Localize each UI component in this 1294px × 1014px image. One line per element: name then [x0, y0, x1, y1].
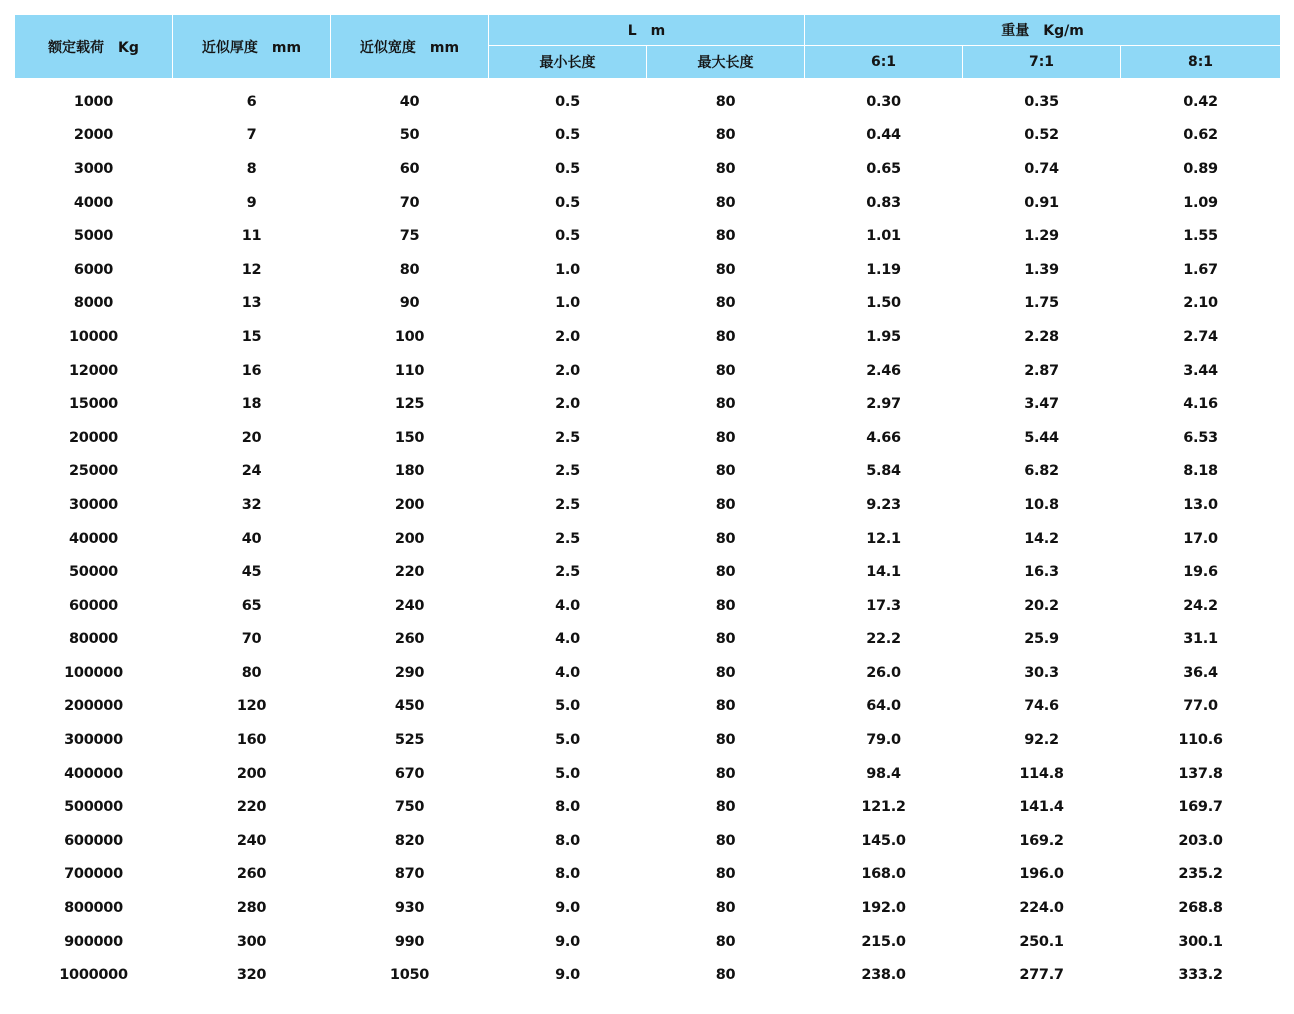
table-row [15, 858, 1281, 892]
table-row [15, 354, 1281, 388]
cell-weight-7-1: 10.8 [1024, 496, 1059, 513]
cell-max-length: 80 [715, 295, 736, 312]
cell-rated-load: 600000 [64, 832, 123, 849]
cell-thickness: 220 [236, 799, 267, 816]
cell-thickness: 6 [246, 93, 257, 110]
cell-weight-8-1: 19.6 [1183, 564, 1218, 581]
table-row [15, 387, 1281, 421]
cell-weight-7-1: 1.29 [1024, 228, 1059, 245]
header-row-top [15, 15, 1281, 46]
cell-width: 260 [394, 631, 425, 648]
cell-weight-7-1: 277.7 [1019, 967, 1064, 984]
table-row [15, 623, 1281, 657]
table-row [15, 824, 1281, 858]
cell-rated-load: 15000 [69, 396, 118, 413]
cell-thickness: 16 [241, 362, 262, 379]
cell-width: 150 [394, 429, 425, 446]
cell-weight-8-1: 6.53 [1183, 429, 1218, 446]
header-rated-load: 额定载荷 Kg [15, 15, 173, 79]
cell-weight-7-1: 114.8 [1019, 765, 1064, 782]
cell-rated-load: 200000 [64, 698, 123, 715]
cell-weight-8-1: 203.0 [1178, 832, 1223, 849]
cell-rated-load: 8000 [73, 295, 114, 312]
cell-rated-load: 12000 [69, 362, 118, 379]
table-row [15, 287, 1281, 321]
cell-width: 180 [394, 463, 425, 480]
cell-weight-6-1: 17.3 [866, 597, 901, 614]
cell-max-length: 80 [715, 463, 736, 480]
cell-rated-load: 30000 [69, 496, 118, 513]
cell-min-length: 1.0 [555, 261, 580, 278]
cell-weight-8-1: 268.8 [1178, 900, 1223, 917]
cell-thickness: 13 [241, 295, 262, 312]
table-body [15, 79, 1281, 993]
cell-weight-7-1: 1.75 [1024, 295, 1059, 312]
cell-weight-7-1: 30.3 [1024, 664, 1059, 681]
cell-weight-8-1: 36.4 [1183, 664, 1218, 681]
cell-weight-8-1: 169.7 [1178, 799, 1223, 816]
cell-rated-load: 1000 [73, 93, 114, 110]
cell-width: 70 [399, 194, 420, 211]
cell-width: 125 [394, 396, 425, 413]
cell-weight-7-1: 1.39 [1024, 261, 1059, 278]
cell-weight-8-1: 77.0 [1183, 698, 1218, 715]
cell-weight-8-1: 3.44 [1183, 362, 1218, 379]
cell-width: 240 [394, 597, 425, 614]
cell-max-length: 80 [715, 900, 736, 917]
cell-max-length: 80 [715, 328, 736, 345]
table-row [15, 690, 1281, 724]
cell-max-length: 80 [715, 832, 736, 849]
cell-thickness: 20 [241, 429, 262, 446]
cell-weight-6-1: 1.01 [866, 228, 901, 245]
cell-weight-7-1: 6.82 [1024, 463, 1059, 480]
table-row [15, 79, 1281, 119]
cell-min-length: 2.5 [555, 463, 580, 480]
cell-weight-8-1: 333.2 [1178, 967, 1223, 984]
cell-max-length: 80 [715, 362, 736, 379]
cell-max-length: 80 [715, 967, 736, 984]
cell-weight-6-1: 1.50 [866, 295, 901, 312]
cell-weight-6-1: 0.65 [866, 160, 901, 177]
cell-weight-7-1: 20.2 [1024, 597, 1059, 614]
cell-weight-8-1: 8.18 [1183, 463, 1218, 480]
cell-min-length: 9.0 [555, 900, 580, 917]
cell-rated-load: 80000 [69, 631, 118, 648]
table-row [15, 219, 1281, 253]
cell-weight-7-1: 196.0 [1019, 866, 1064, 883]
cell-min-length: 5.0 [555, 765, 580, 782]
cell-rated-load: 6000 [73, 261, 114, 278]
cell-weight-7-1: 14.2 [1024, 530, 1059, 547]
cell-weight-8-1: 13.0 [1183, 496, 1218, 513]
cell-rated-load: 800000 [64, 900, 123, 917]
cell-width: 750 [394, 799, 425, 816]
cell-rated-load: 40000 [69, 530, 118, 547]
cell-weight-6-1: 14.1 [866, 564, 901, 581]
cell-thickness: 300 [236, 933, 267, 950]
cell-thickness: 15 [241, 328, 262, 345]
cell-max-length: 80 [715, 496, 736, 513]
cell-weight-6-1: 238.0 [861, 967, 906, 984]
cell-weight-8-1: 0.62 [1183, 127, 1218, 144]
cell-weight-8-1: 24.2 [1183, 597, 1218, 614]
cell-thickness: 24 [241, 463, 262, 480]
cell-weight-8-1: 4.16 [1183, 396, 1218, 413]
cell-width: 200 [394, 530, 425, 547]
cell-weight-6-1: 2.97 [866, 396, 901, 413]
cell-min-length: 1.0 [555, 295, 580, 312]
cell-weight-6-1: 1.19 [866, 261, 901, 278]
cell-width: 50 [399, 127, 420, 144]
cell-weight-6-1: 145.0 [861, 832, 906, 849]
cell-max-length: 80 [715, 530, 736, 547]
cell-max-length: 80 [715, 228, 736, 245]
cell-weight-8-1: 2.10 [1183, 295, 1218, 312]
cell-max-length: 80 [715, 698, 736, 715]
cell-weight-7-1: 0.91 [1024, 194, 1059, 211]
cell-weight-7-1: 74.6 [1024, 698, 1059, 715]
cell-weight-7-1: 0.74 [1024, 160, 1059, 177]
cell-weight-7-1: 0.35 [1024, 93, 1059, 110]
table-row [15, 555, 1281, 589]
cell-thickness: 160 [236, 732, 267, 749]
cell-rated-load: 300000 [64, 732, 123, 749]
cell-rated-load: 3000 [73, 160, 114, 177]
cell-thickness: 65 [241, 597, 262, 614]
cell-width: 40 [399, 93, 420, 110]
table-row [15, 421, 1281, 455]
cell-weight-8-1: 1.09 [1183, 194, 1218, 211]
cell-weight-7-1: 92.2 [1024, 732, 1059, 749]
cell-width: 200 [394, 496, 425, 513]
cell-weight-6-1: 121.2 [861, 799, 906, 816]
cell-min-length: 0.5 [555, 160, 580, 177]
cell-thickness: 40 [241, 530, 262, 547]
cell-thickness: 11 [241, 228, 262, 245]
cell-max-length: 80 [715, 866, 736, 883]
header-max-length: 最大长度 [647, 46, 805, 79]
cell-rated-load: 10000 [69, 328, 118, 345]
cell-min-length: 2.0 [555, 362, 580, 379]
cell-weight-8-1: 235.2 [1178, 866, 1223, 883]
cell-weight-6-1: 12.1 [866, 530, 901, 547]
table-row [15, 152, 1281, 186]
cell-weight-6-1: 22.2 [866, 631, 901, 648]
table-row [15, 522, 1281, 556]
cell-thickness: 260 [236, 866, 267, 883]
table-row [15, 320, 1281, 354]
cell-min-length: 4.0 [555, 597, 580, 614]
table-row [15, 455, 1281, 489]
cell-weight-7-1: 0.52 [1024, 127, 1059, 144]
cell-weight-8-1: 137.8 [1178, 765, 1223, 782]
cell-min-length: 2.0 [555, 328, 580, 345]
cell-min-length: 4.0 [555, 664, 580, 681]
header-length-group: L m [489, 15, 805, 46]
cell-rated-load: 400000 [64, 765, 123, 782]
header-thickness: 近似厚度 mm [173, 15, 331, 79]
cell-rated-load: 25000 [69, 463, 118, 480]
header-min-length: 最小长度 [489, 46, 647, 79]
cell-weight-6-1: 79.0 [866, 732, 901, 749]
cell-rated-load: 1000000 [59, 967, 128, 984]
cell-thickness: 8 [246, 160, 257, 177]
cell-width: 90 [399, 295, 420, 312]
table-row [15, 958, 1281, 992]
table-row [15, 488, 1281, 522]
cell-max-length: 80 [715, 799, 736, 816]
cell-rated-load: 5000 [73, 228, 114, 245]
cell-weight-7-1: 2.87 [1024, 362, 1059, 379]
table-row [15, 119, 1281, 153]
cell-weight-7-1: 5.44 [1024, 429, 1059, 446]
cell-width: 220 [394, 564, 425, 581]
header-width: 近似宽度 mm [331, 15, 489, 79]
cell-thickness: 280 [236, 900, 267, 917]
table-row [15, 925, 1281, 959]
cell-width: 80 [399, 261, 420, 278]
cell-weight-6-1: 4.66 [866, 429, 901, 446]
cell-max-length: 80 [715, 160, 736, 177]
cell-weight-6-1: 2.46 [866, 362, 901, 379]
cell-weight-7-1: 250.1 [1019, 933, 1064, 950]
cell-width: 110 [394, 362, 425, 379]
cell-thickness: 70 [241, 631, 262, 648]
cell-max-length: 80 [715, 631, 736, 648]
cell-thickness: 9 [246, 194, 257, 211]
cell-rated-load: 4000 [73, 194, 114, 211]
cell-weight-6-1: 0.83 [866, 194, 901, 211]
cell-min-length: 2.0 [555, 396, 580, 413]
cell-rated-load: 100000 [64, 664, 123, 681]
cell-min-length: 0.5 [555, 194, 580, 211]
cell-min-length: 5.0 [555, 732, 580, 749]
cell-weight-6-1: 9.23 [866, 496, 901, 513]
cell-rated-load: 60000 [69, 597, 118, 614]
cell-weight-6-1: 26.0 [866, 664, 901, 681]
cell-weight-7-1: 3.47 [1024, 396, 1059, 413]
cell-weight-8-1: 17.0 [1183, 530, 1218, 547]
cell-width: 930 [394, 900, 425, 917]
cell-min-length: 5.0 [555, 698, 580, 715]
cell-max-length: 80 [715, 765, 736, 782]
cell-min-length: 4.0 [555, 631, 580, 648]
cell-max-length: 80 [715, 127, 736, 144]
cell-max-length: 80 [715, 933, 736, 950]
cell-width: 450 [394, 698, 425, 715]
cell-weight-8-1: 300.1 [1178, 933, 1223, 950]
cell-min-length: 0.5 [555, 127, 580, 144]
cell-min-length: 8.0 [555, 866, 580, 883]
table-row [15, 891, 1281, 925]
cell-min-length: 2.5 [555, 496, 580, 513]
cell-weight-8-1: 31.1 [1183, 631, 1218, 648]
table-header [15, 15, 1281, 79]
cell-weight-8-1: 0.42 [1183, 93, 1218, 110]
cell-weight-7-1: 169.2 [1019, 832, 1064, 849]
cell-width: 60 [399, 160, 420, 177]
cell-weight-6-1: 192.0 [861, 900, 906, 917]
cell-weight-6-1: 215.0 [861, 933, 906, 950]
cell-width: 525 [394, 732, 425, 749]
cell-rated-load: 700000 [64, 866, 123, 883]
cell-thickness: 320 [236, 967, 267, 984]
cell-min-length: 2.5 [555, 429, 580, 446]
cell-weight-6-1: 168.0 [861, 866, 906, 883]
cell-min-length: 2.5 [555, 530, 580, 547]
cell-thickness: 45 [241, 564, 262, 581]
cell-max-length: 80 [715, 597, 736, 614]
cell-weight-8-1: 0.89 [1183, 160, 1218, 177]
cell-max-length: 80 [715, 194, 736, 211]
cell-rated-load: 500000 [64, 799, 123, 816]
cell-weight-8-1: 1.67 [1183, 261, 1218, 278]
cell-weight-6-1: 1.95 [866, 328, 901, 345]
cell-max-length: 80 [715, 564, 736, 581]
header-weight-group: 重量 Kg/m [805, 15, 1281, 46]
cell-min-length: 8.0 [555, 832, 580, 849]
cell-min-length: 0.5 [555, 228, 580, 245]
cell-thickness: 200 [236, 765, 267, 782]
table-row [15, 589, 1281, 623]
table-row [15, 723, 1281, 757]
cell-thickness: 120 [236, 698, 267, 715]
cell-max-length: 80 [715, 429, 736, 446]
table-row [15, 186, 1281, 220]
cell-weight-7-1: 224.0 [1019, 900, 1064, 917]
cell-rated-load: 50000 [69, 564, 118, 581]
cell-thickness: 18 [241, 396, 262, 413]
cell-min-length: 9.0 [555, 933, 580, 950]
cell-weight-6-1: 0.44 [866, 127, 901, 144]
cell-width: 290 [394, 664, 425, 681]
cell-width: 990 [394, 933, 425, 950]
cell-width: 1050 [389, 967, 430, 984]
header-ratio-8: 8:1 [1121, 46, 1281, 79]
cell-max-length: 80 [715, 93, 736, 110]
cell-thickness: 7 [246, 127, 257, 144]
cell-weight-6-1: 0.30 [866, 93, 901, 110]
cell-weight-6-1: 98.4 [866, 765, 901, 782]
cell-thickness: 12 [241, 261, 262, 278]
cell-rated-load: 20000 [69, 429, 118, 446]
cell-width: 100 [394, 328, 425, 345]
table-row [15, 790, 1281, 824]
cell-weight-7-1: 25.9 [1024, 631, 1059, 648]
cell-weight-8-1: 110.6 [1178, 732, 1223, 749]
cell-min-length: 9.0 [555, 967, 580, 984]
cell-max-length: 80 [715, 396, 736, 413]
cell-width: 870 [394, 866, 425, 883]
cell-weight-6-1: 5.84 [866, 463, 901, 480]
cell-width: 820 [394, 832, 425, 849]
cell-min-length: 2.5 [555, 564, 580, 581]
cell-weight-7-1: 141.4 [1019, 799, 1064, 816]
cell-weight-7-1: 16.3 [1024, 564, 1059, 581]
cell-weight-6-1: 64.0 [866, 698, 901, 715]
cell-max-length: 80 [715, 664, 736, 681]
cell-width: 75 [399, 228, 420, 245]
cell-width: 670 [394, 765, 425, 782]
cell-thickness: 240 [236, 832, 267, 849]
cell-rated-load: 2000 [73, 127, 114, 144]
cell-max-length: 80 [715, 261, 736, 278]
cell-rated-load: 900000 [64, 933, 123, 950]
cell-weight-8-1: 2.74 [1183, 328, 1218, 345]
cell-weight-7-1: 2.28 [1024, 328, 1059, 345]
cell-max-length: 80 [715, 732, 736, 749]
table-row [15, 253, 1281, 287]
cell-weight-8-1: 1.55 [1183, 228, 1218, 245]
cell-min-length: 0.5 [555, 93, 580, 110]
cell-min-length: 8.0 [555, 799, 580, 816]
table-row [15, 757, 1281, 791]
cell-thickness: 32 [241, 496, 262, 513]
cell-thickness: 80 [241, 664, 262, 681]
specification-table [14, 14, 1281, 992]
header-ratio-6: 6:1 [805, 46, 963, 79]
header-ratio-7: 7:1 [963, 46, 1121, 79]
table-row [15, 656, 1281, 690]
